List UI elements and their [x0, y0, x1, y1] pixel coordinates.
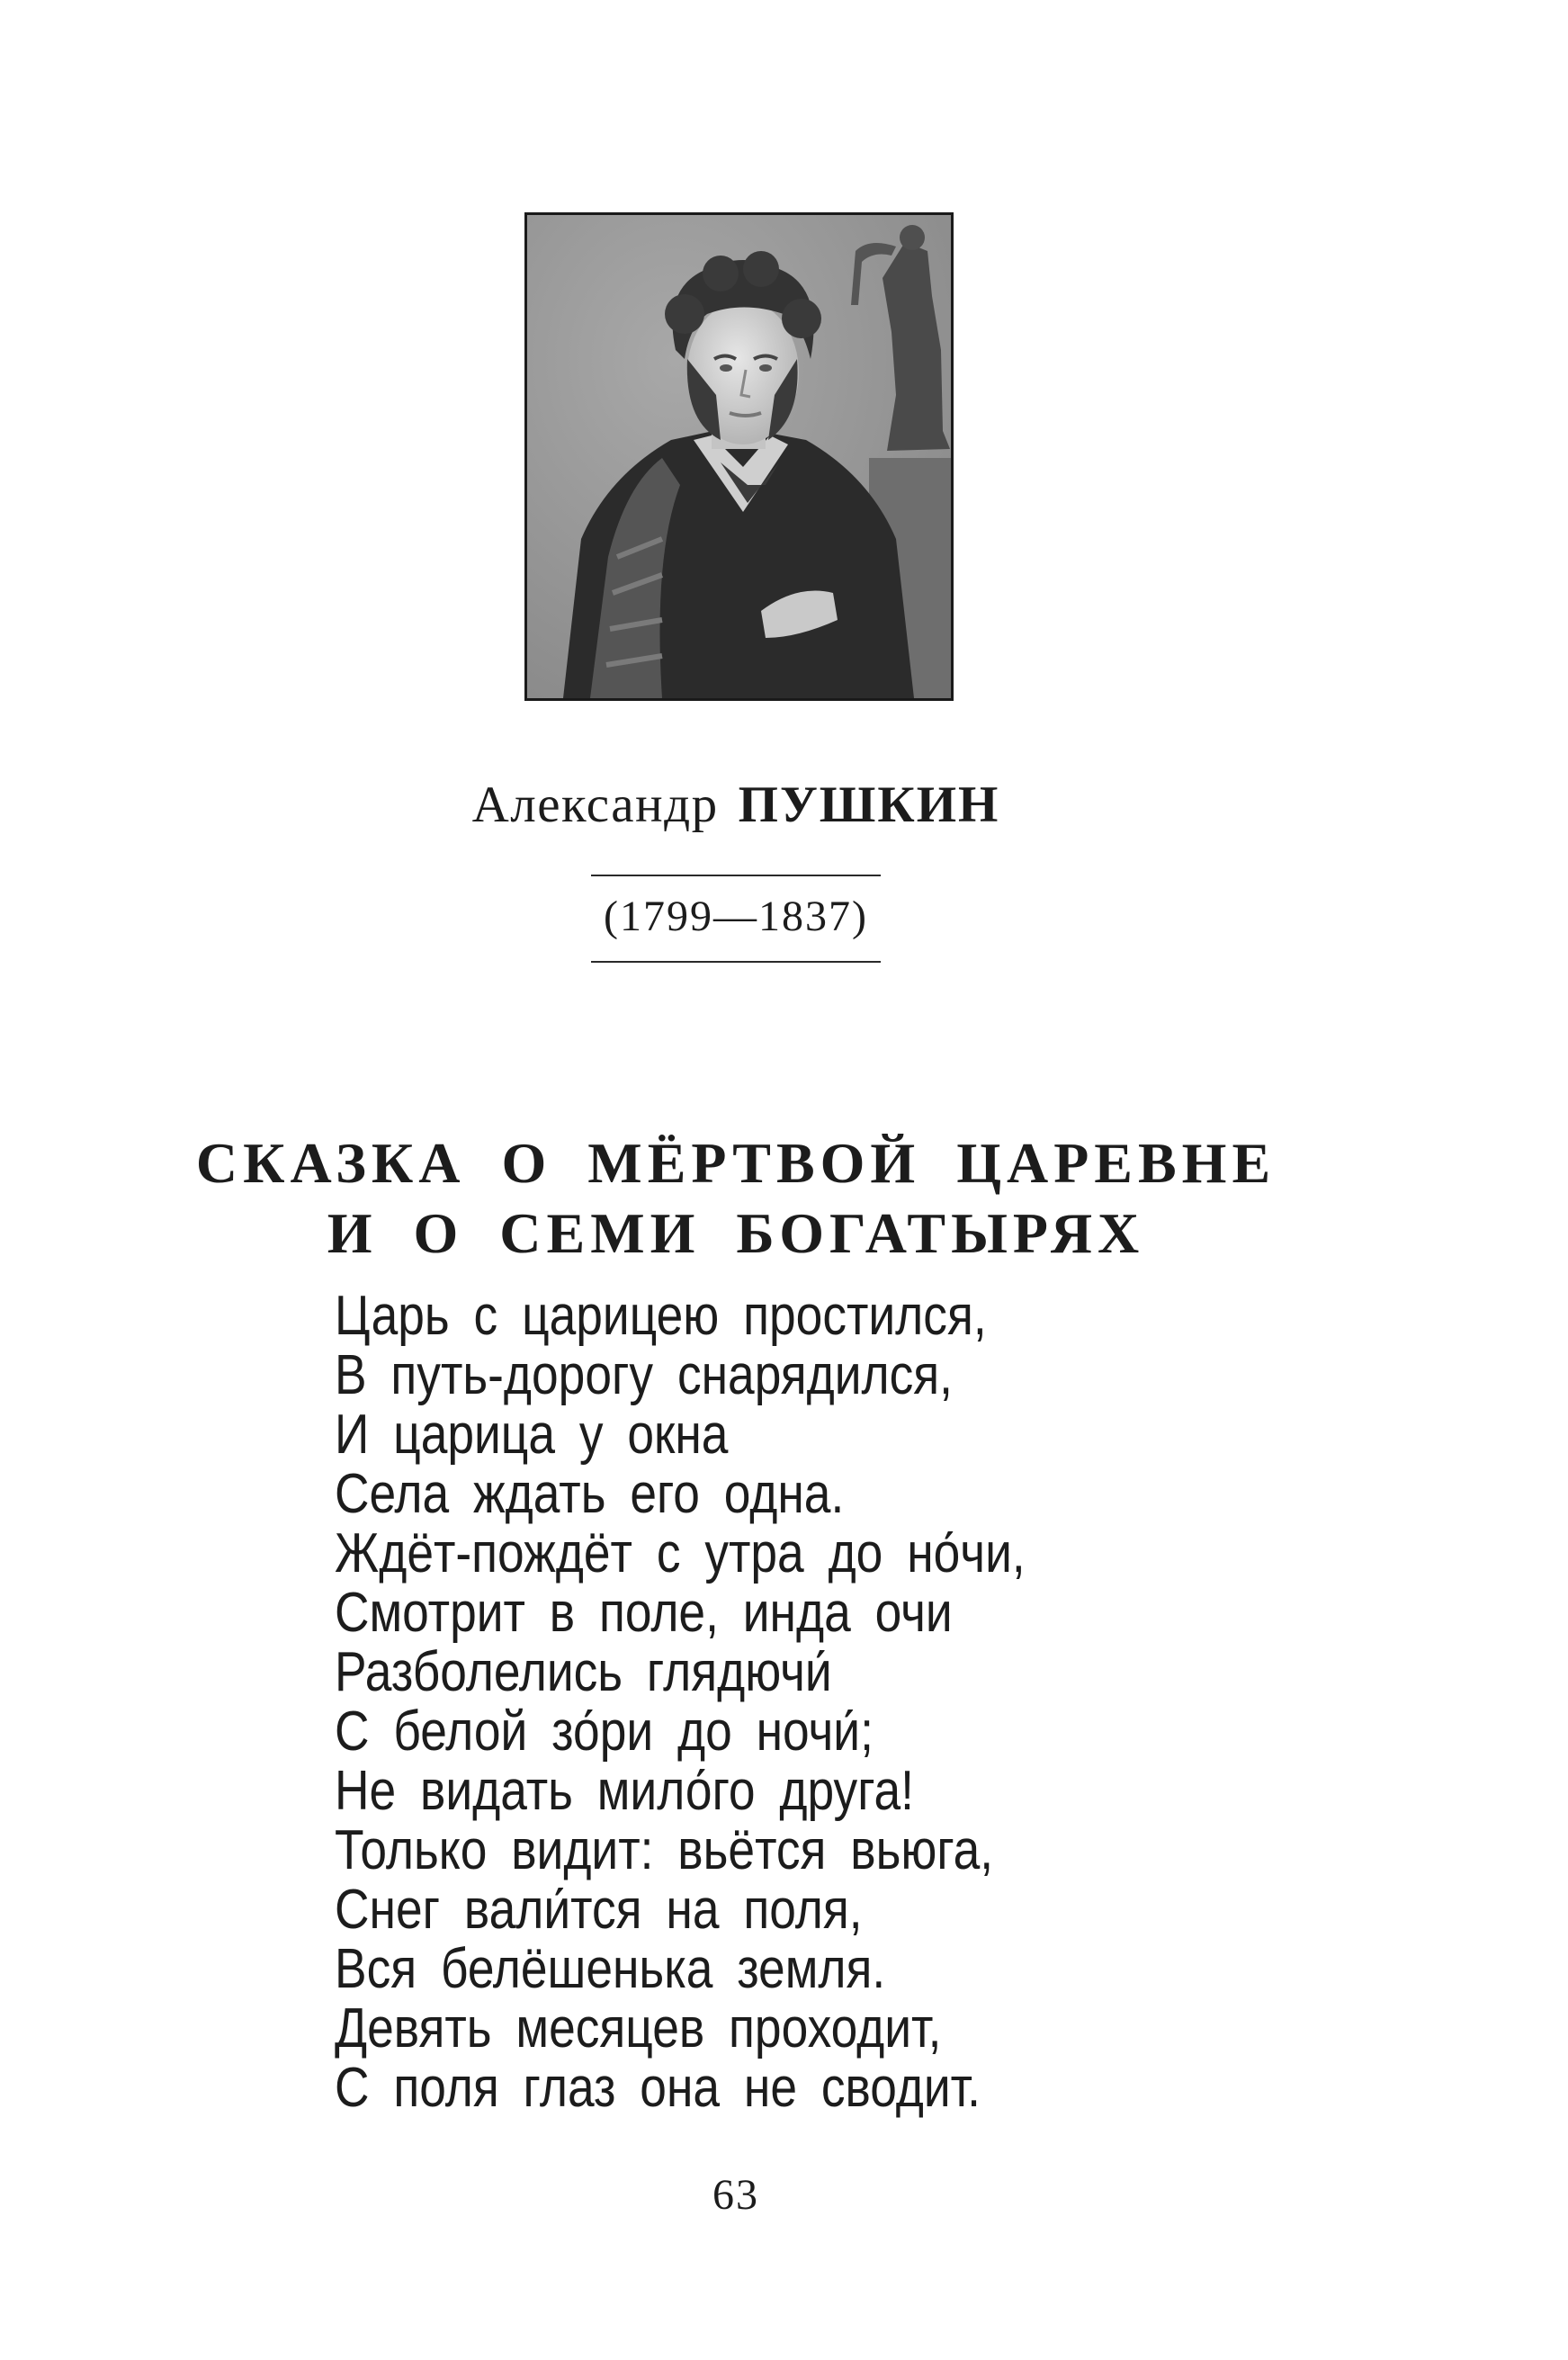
- poem-line: Не видать мило́го друга!: [335, 1760, 914, 1822]
- poem-line: Ждёт-пождёт с утра до но́чи,: [335, 1522, 1026, 1584]
- poem-line: Только видит: вьётся вьюга,: [335, 1819, 994, 1881]
- poem-line: В путь-дорогу снарядился,: [335, 1344, 953, 1406]
- portrait-image-icon: [527, 215, 951, 698]
- poem-text: [335, 1287, 1026, 2118]
- poem-line: Девять месяцев проходит,: [335, 1997, 942, 2059]
- page-number: 63: [712, 2171, 759, 2219]
- author-last-name: ПУШКИН: [738, 776, 1000, 833]
- poem-line: Царь с царицею простился,: [335, 1285, 987, 1347]
- poem-title-line-2: И О СЕМИ БОГАТЫРЯХ: [327, 1201, 1145, 1265]
- author-name: [0, 776, 1472, 835]
- poem-line: Смотрит в поле, инда очи: [335, 1582, 953, 1644]
- poem-line: Снег вали́тся на поля,: [335, 1879, 863, 1941]
- divider-top: [591, 875, 881, 876]
- poem-line: Разболелись глядючи́: [335, 1641, 832, 1703]
- poem-title-line-1: СКАЗКА О МЁРТВОЙ ЦАРЕВНЕ: [195, 1131, 1277, 1195]
- poem-line: И царица у окна: [335, 1404, 729, 1466]
- poem-line: Села ждать его одна.: [335, 1463, 845, 1525]
- author-life-dates: (1799—1837): [604, 893, 868, 940]
- poem-line: С белой зо́ри до ночи́;: [335, 1700, 874, 1763]
- author-first-name: Александр: [471, 776, 719, 833]
- divider-bottom: [591, 961, 881, 963]
- author-portrait: [524, 212, 954, 701]
- poem-line: С поля глаз она не сводит.: [335, 2057, 981, 2119]
- poem-line: Вся белёшенька земля.: [335, 1938, 886, 2000]
